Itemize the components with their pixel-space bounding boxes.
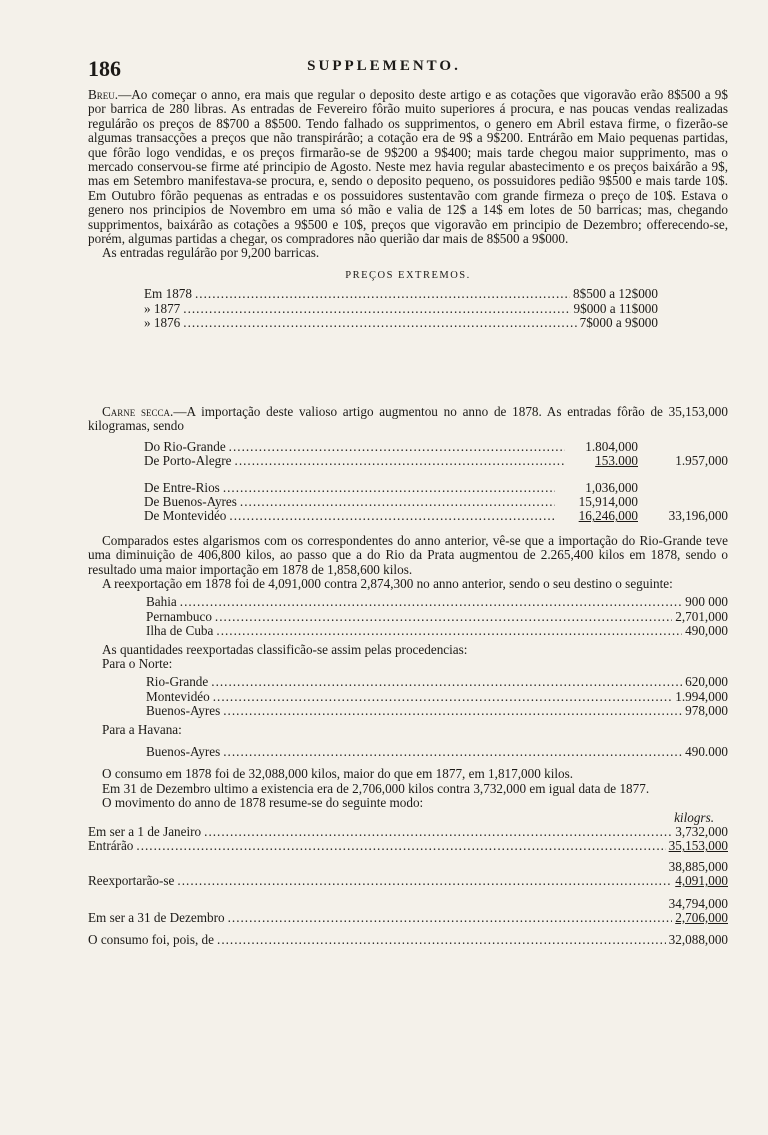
destinations-list <box>88 595 728 638</box>
table-row: De Entre-Rios ..... 1,036,000 <box>144 481 728 495</box>
brew-entries: As entradas regulárão por 9,200 barricas. <box>102 245 320 261</box>
havana-label: Para a Havana: <box>102 721 182 737</box>
table-row: Entrárão ..... 35,153,000 <box>88 839 728 853</box>
consumo-paragraph: O consumo em 1878 foi de 32,088,000 kilos, maior do que em 1877, em 1,817,000 kilos. <box>102 766 574 782</box>
table-row: 34,794,000 <box>668 895 728 911</box>
brew-lead: Breu. <box>88 87 119 102</box>
prices-title: PREÇOS EXTREMOS. <box>345 269 471 281</box>
list-item: Ilha de Cuba ..... 490,000 <box>146 624 728 638</box>
table-row: De Montevidéo ..... 16,246,000 33,196,000 <box>144 509 728 523</box>
list-item: Em 1878 ..... 8$500 a 12$000 <box>144 287 658 301</box>
list-item: Buenos-Ayres ..... 978,000 <box>146 704 728 718</box>
table-row: De Buenos-Ayres ..... 15,914,000 <box>144 495 728 509</box>
unit-label: kilogrs. <box>674 809 714 825</box>
summary-table <box>88 825 728 948</box>
carne-section <box>88 405 728 948</box>
carne-text: —A importação deste valioso artigo augmentou no anno de 1878. As entradas fôrão de 35,153,000 kilogramas, sendo <box>88 404 728 434</box>
brew-section <box>88 88 728 330</box>
table-row: De Porto-Alegre ..... 153.000 1.957,000 <box>144 454 728 468</box>
movimento-paragraph: O movimento do anno de 1878 resume-se do seguinte modo: <box>102 795 424 811</box>
list-item: Montevidéo ..... 1.994,000 <box>146 690 728 704</box>
table-row: Em ser a 31 de Dezembro ..... 2,706,000 <box>88 911 728 925</box>
brew-paragraph <box>88 88 728 246</box>
list-item: Bahia ..... 900 000 <box>146 595 728 609</box>
table-row: Em ser a 1 de Janeiro ..... 3,732,000 <box>88 825 728 839</box>
list-item: Pernambuco ..... 2,701,000 <box>146 610 728 624</box>
havana-list <box>88 745 728 759</box>
carne-lead: Carne secca. <box>102 404 174 419</box>
page-header <box>0 56 768 80</box>
table-row: Reexportarão-se ..... 4,091,000 <box>88 874 728 888</box>
norte-list <box>88 675 728 718</box>
page-number: 186 <box>88 56 121 81</box>
reexport-paragraph: A reexportação em 1878 foi de 4,091,000 contra 2,874,300 no anno anterior, sendo o seu destino o seguinte: <box>102 575 673 591</box>
origin-group-1 <box>88 440 728 469</box>
list-item: Rio-Grande ..... 620,000 <box>146 675 728 689</box>
prices-list <box>88 287 728 330</box>
classify-paragraph: As quantidades reexportadas classificão-se assim pelas procedencias: <box>102 641 468 657</box>
table-row: Do Rio-Grande ..... 1.804,000 <box>144 440 728 454</box>
list-item: » 1876 ..... 7$000 a 9$000 <box>144 316 658 330</box>
list-item: Buenos-Ayres ..... 490.000 <box>146 745 728 759</box>
origin-group-2 <box>88 481 728 524</box>
carne-paragraph <box>88 405 728 434</box>
table-row: 38,885,000 <box>668 858 728 874</box>
page-title: SUPPLEMENTO. <box>307 58 461 74</box>
compare-paragraph: Comparados estes algarismos com os correspondentes do anno anterior, vê-se que a importação do Rio-Grande teve uma diminuição de 406,800 kilos, ao passo que a do Rio da Prata augmentou de 2.265,400 kilos em 1878, sendo o resultado uma maior importação em 1878 de 1,858,600 kilos. <box>88 532 728 577</box>
list-item: » 1877 ..... 9$000 a 11$000 <box>144 302 658 316</box>
existencia-paragraph: Em 31 de Dezembro ultimo a existencia era de 2,706,000 kilos contra 3,732,000 em igual data de 1877. <box>102 780 650 796</box>
norte-label: Para o Norte: <box>102 655 173 671</box>
table-row: O consumo foi, pois, de ..... 32,088,000 <box>88 933 728 947</box>
brew-text: —Ao começar o anno, era mais que regular o deposito deste artigo e as cotações que vigoravão erão 8$500 a 9$ por barrica de 280 libras. As entradas de Fevereiro fôrão muito superiores á procura, e nas poucas vendas realizadas regulárão os preços de 8$700 a 8$500. Tendo falhado os supprimentos, o genero em Abril estava firme, o fizerão-se algumas transacções a preços que não transpirárão; a cotação era de 9$ a 9$200. Entrárão em Maio pequenas partidas, que fôrão logo vendidas, e os preços firmarão-se de 9$200 a 9$400; mais tarde chegou maior supprimento, mas o mercado conservou-se firme até principio de Agosto. Neste mez havia regular abastecimento e os preços baixárão a 9$, mas em Setembro manifestava-se procura, e, sendo o deposito pequeno, os possuidores pedião 9$500 e mais tarde 10$. Em Outubro fôrão pequenas as entradas e os possuidores sustentavão com grande firmeza o preço de 10$. Estava o genero nos principios de Novembro em uma só mão e valia de 12$ a 14$ em lotes de 50 barricas; mas, chegando supprimentos, baixárão as cotações a 9$500 e 10$, preços que vigoravão em principio de Dezembro; offerecendo-se, porém, algumas partidas a chegar, os compradores não querião dar mais de 8$500 a 9$000. <box>88 87 728 247</box>
